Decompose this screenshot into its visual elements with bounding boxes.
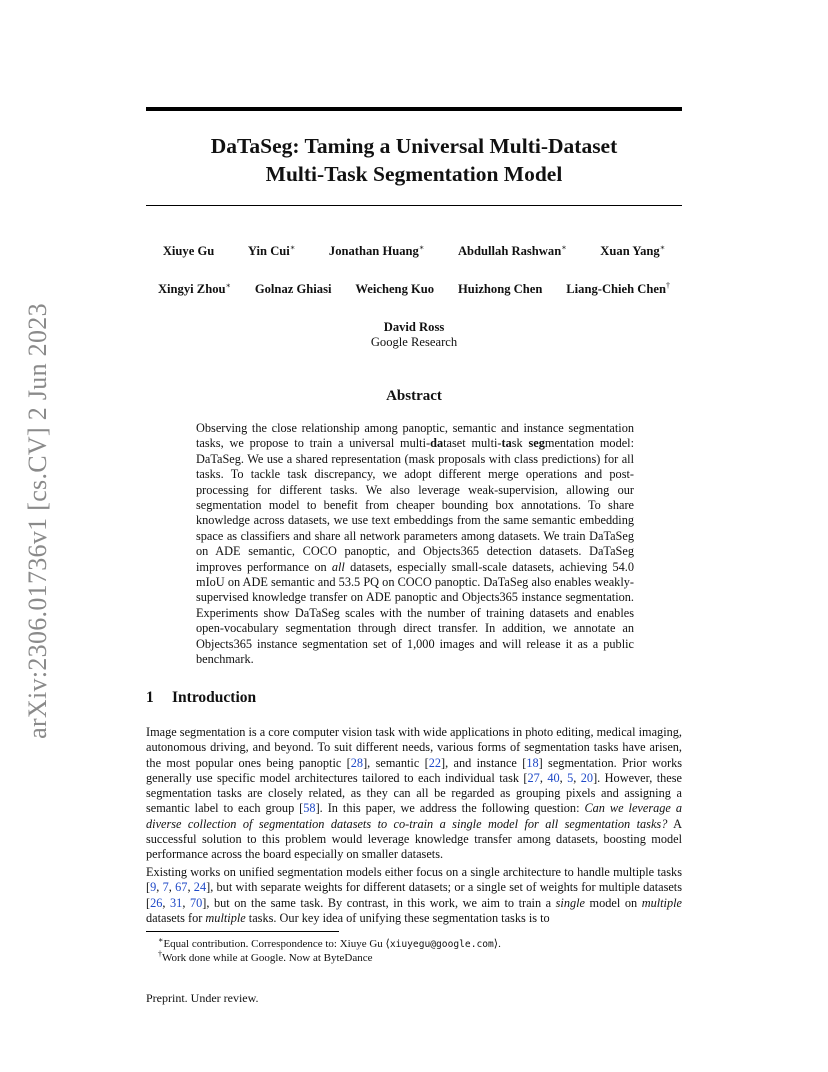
author: Weicheng Kuo — [355, 282, 435, 296]
arxiv-stamp — [20, 296, 56, 746]
author: Xingyi Zhou∗ — [157, 280, 231, 296]
title-bottom-rule — [146, 205, 682, 206]
author: Golnaz Ghiasi — [254, 282, 332, 296]
citation-link[interactable]: 20 — [580, 770, 594, 785]
paper-title — [146, 132, 682, 188]
citation-link[interactable]: 58 — [303, 801, 316, 816]
citation-link[interactable]: 31 — [170, 895, 183, 910]
equal-contribution-mark: ∗ — [561, 242, 567, 252]
abstract-body: Observing the close relationship among panoptic, semantic and instance segmentation tasks, we propose to train a universal multi-dataset multi-task segmentation model: DaTaSeg. We use a shared representation (mask proposals with class predictions) for all tasks. To tackle task discrepancy, we adopt different merge operations and post-processing for different tasks. We also leverage weak-supervision, allowing our segmentation model to benefit from cheaper bounding box annotations. To share knowledge across datasets, we use text embeddings from the same semantic embedding space as classifiers and share all network parameters among datasets. We train DaTaSeg on ADE semantic, COCO panoptic, and Objects365 detection datasets. DaTaSeg improves performance on all datasets, especially small-scale datasets, achieving 54.0 mIoU on ADE semantic and 53.5 PQ on COCO panoptic. DaTaSeg also enables weakly-supervised knowledge transfer on ADE panoptic and Objects365 instance segmentation. Experiments show DaTaSeg scales with the number of training datasets and enables open-vocabulary segmentation through direct transfer. In addition, we annotate an Objects365 instance segmentation set of 1,000 images and will release it as a public benchmark. — [196, 421, 635, 667]
affiliation: Google Research — [370, 335, 458, 349]
equal-contribution-mark: ∗ — [659, 242, 666, 252]
section-title: Introduction — [172, 689, 257, 706]
authors-row-1 — [146, 244, 682, 259]
citation-link[interactable]: 70 — [189, 895, 203, 910]
authors-row-2 — [146, 282, 682, 297]
emph-all: all — [331, 559, 345, 574]
intro-paragraph-2: Existing works on unified segmentation models either focus on a single architecture to handle multiple tasks [9, 7, 67, 24], but with separate weights for different datasets; or a single set of weights for multiple datasets [26, 31, 70], but on the same task. By contrast, in this work, we aim to train a single model on multiple datasets for multiple tasks. Our key idea of unifying these segmentation tasks is to — [146, 865, 683, 925]
preprint-footer: Preprint. Under review. — [146, 991, 259, 1005]
title-top-rule — [146, 107, 682, 111]
citation-link[interactable]: 67 — [175, 880, 188, 895]
footnote-affiliation: †Work done while at Google. Now at ByteDance — [158, 949, 373, 964]
citation-link[interactable]: 5 — [567, 770, 574, 785]
footnote-equal-contribution: ∗Equal contribution. Correspondence to: Xiuye Gu ⟨xiuyegu@google.com⟩. — [158, 935, 501, 950]
emph-multiple: multiple — [641, 895, 682, 910]
citation-link[interactable]: 22 — [428, 755, 442, 770]
emph-seg: seg — [528, 436, 545, 451]
title-line-2: Multi-Task Segmentation Model — [265, 162, 563, 186]
emph-ta: ta — [501, 436, 512, 451]
citation-link[interactable]: 27 — [527, 770, 540, 785]
equal-contribution-mark: ∗ — [225, 280, 231, 290]
section-heading — [146, 689, 256, 707]
citation-link[interactable]: 7 — [162, 880, 169, 895]
equal-contribution-mark: ∗ — [418, 242, 425, 252]
dagger-mark: † — [666, 280, 670, 290]
author: Abdullah Rashwan∗ — [457, 242, 567, 258]
author: Xuan Yang∗ — [600, 242, 666, 258]
footnote-rule — [146, 931, 339, 932]
title-line-1: DaTaSeg: Taming a Universal Multi-Dataset — [210, 134, 618, 158]
research-question: Can we leverage a diverse collection of segmentation datasets to co-train a single model for all segmentation tasks? — [146, 801, 682, 831]
abstract-heading: Abstract — [386, 388, 442, 404]
section-number: 1 — [146, 689, 154, 706]
citation-link[interactable]: 9 — [150, 880, 157, 895]
citation-link[interactable]: 40 — [547, 770, 560, 785]
author: Xiuye Gu — [162, 244, 215, 258]
author: Huizhong Chen — [458, 282, 543, 296]
email-address[interactable]: xiuyegu@google.com — [389, 939, 494, 950]
emph-single: single — [555, 895, 586, 910]
equal-contribution-mark: ∗ — [289, 242, 296, 252]
emph-multiple: multiple — [205, 910, 246, 925]
citation-link[interactable]: 26 — [150, 895, 163, 910]
arxiv-stamp-text: arXiv:2306.01736v1 [cs.CV] 2 Jun 2023 — [23, 303, 53, 739]
last-author: David Ross — [383, 320, 445, 334]
emph-da: da — [430, 436, 444, 451]
author: Liang-Chieh Chen† — [566, 280, 670, 296]
citation-link[interactable]: 24 — [193, 880, 207, 895]
citation-link[interactable]: 28 — [350, 755, 364, 770]
citation-link[interactable]: 18 — [526, 755, 539, 770]
author: Yin Cui∗ — [247, 242, 296, 258]
intro-paragraph-1: Image segmentation is a core computer vision task with wide applications in photo editing, medical imaging, autonomous driving, and beyond. To suit different needs, various forms of segmentation tasks have arisen, the most popular ones being panoptic [28], semantic [22], and instance [18] segmentation. Prior works generally use specific model architectures tailored to each individual task [27, 40, 5, 20]. However, these segmentation tasks are closely related, as they can all be regarded as grouping pixels and assigning a semantic label to each group [58]. In this paper, we address the following question: Can we leverage a diverse collection of segmentation datasets to co-train a single model for all segmentation tasks? A successful solution to this problem would leverage knowledge transfer among datasets, boosting model performance across the board especially on smaller datasets. — [146, 725, 683, 862]
author: Jonathan Huang∗ — [328, 242, 425, 258]
